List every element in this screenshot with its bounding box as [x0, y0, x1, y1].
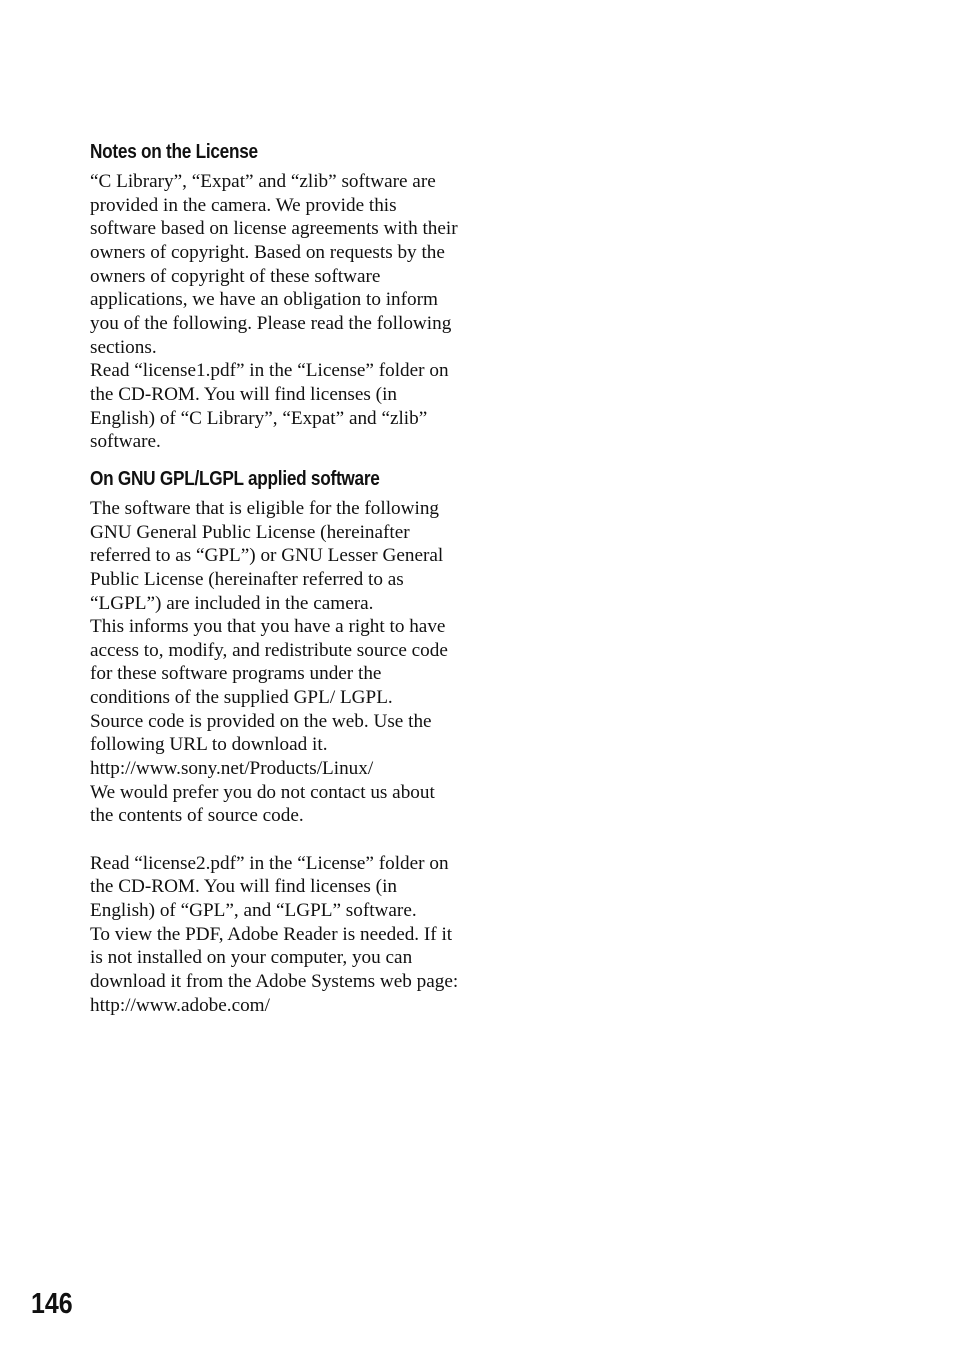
- adobe-url: http://www.adobe.com/: [90, 994, 270, 1016]
- section-body-notes-on-license: [90, 170, 462, 454]
- paragraph: The software that is eligible for the following GNU General Public License (hereinafter referred to as “GPL”) or GNU Lesser General Public License (hereinafter referred to as “LGPL”) are included in the camera.: [90, 497, 444, 614]
- section-heading-gnu-gpl-lgpl: On GNU GPL/LGPL applied software: [90, 467, 380, 490]
- section-heading-notes-on-license: Notes on the License: [90, 141, 258, 163]
- paragraph: “C Library”, “Expat” and “zlib” software are provided in the camera. We provide this software based on license agreements with their owners of copyright. Based on requests by the owners of copyright of these software applications, we have an obligation to inform you of the following. Please read the following sections.: [90, 171, 458, 358]
- paragraph: We would prefer you do not contact us about the contents of source code.: [90, 781, 435, 827]
- page-number: 146: [31, 1288, 73, 1320]
- section-body-gnu-gpl-lgpl: [90, 497, 462, 1017]
- paragraph: This informs you that you have a right to have access to, modify, and redistribute source code for these software programs under the conditions of the supplied GPL/ LGPL.: [90, 616, 448, 709]
- paragraph: To view the PDF, Adobe Reader is needed. If it is not installed on your computer, you can download it from the Adobe Systems web page:: [90, 923, 459, 992]
- text-column: [90, 138, 462, 1017]
- paragraph: Source code is provided on the web. Use the following URL to download it.: [90, 710, 432, 756]
- paragraph: Read “license2.pdf” in the “License” folder on the CD-ROM. You will find licenses (in English) of “GPL”, and “LGPL” software.: [90, 852, 449, 922]
- sony-linux-url: http://www.sony.net/Products/Linux/: [90, 758, 374, 780]
- paragraph: Read “license1.pdf” in the “License” folder on the CD-ROM. You will find licenses (in English) of “C Library”, “Expat” and “zlib” software.: [90, 360, 449, 453]
